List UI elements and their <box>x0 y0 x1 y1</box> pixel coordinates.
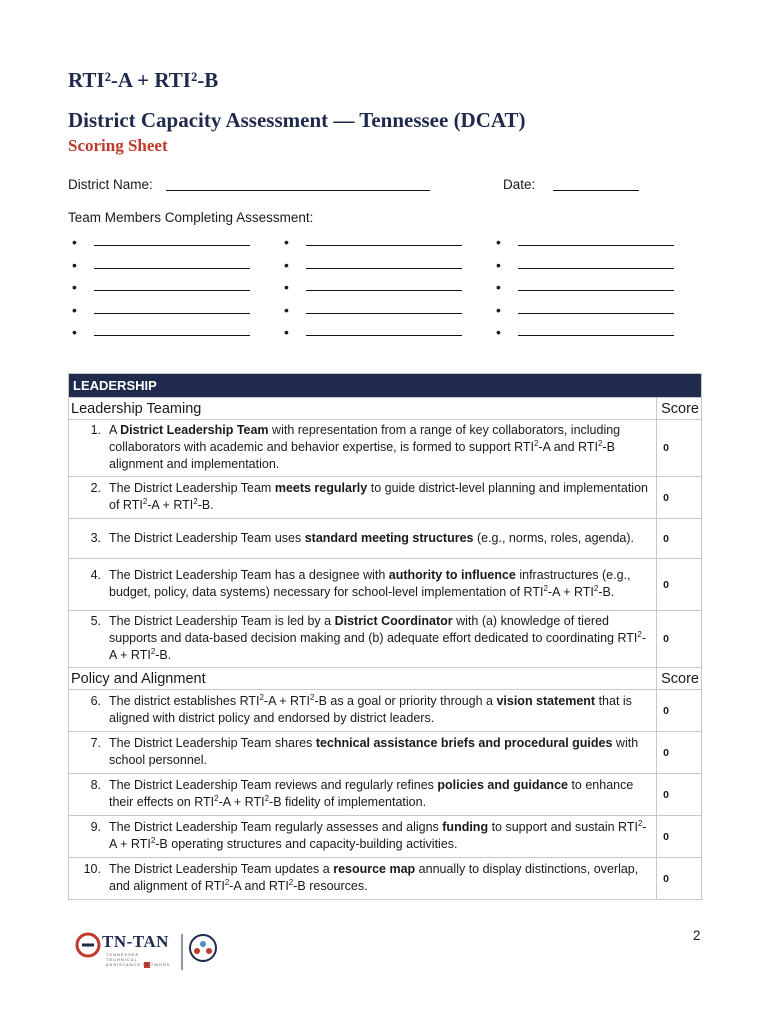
bullet-icon: • <box>72 301 77 318</box>
bullet-icon: • <box>496 324 501 340</box>
bullet-icon: • <box>496 301 501 318</box>
score-value[interactable]: 0 <box>657 559 702 611</box>
bullet-icon: • <box>496 234 501 250</box>
table-row <box>69 477 702 519</box>
table-row <box>69 816 702 858</box>
table-row <box>69 690 702 732</box>
item-number: 9. <box>90 820 101 834</box>
member-field[interactable] <box>306 313 462 314</box>
bullet-icon: • <box>496 279 501 295</box>
leadership-band: LEADERSHIP <box>69 374 702 398</box>
member-field[interactable] <box>518 313 674 314</box>
member-field[interactable] <box>518 268 674 269</box>
program-title: RTI²-A + RTI²-B <box>68 68 219 92</box>
item-number: 5. <box>90 614 101 628</box>
score-value[interactable]: 0 <box>657 420 702 477</box>
bullet-icon: • <box>284 301 289 318</box>
score-value[interactable]: 0 <box>657 858 702 900</box>
bullet-icon: • <box>72 234 77 250</box>
bullet-icon: • <box>284 256 289 273</box>
item-text: The District Leadership Team shares technical assistance briefs and procedural guides with school personnel. <box>109 736 639 767</box>
table-row <box>69 858 702 900</box>
item-text: The District Leadership Team reviews and regularly refines policies and guidance to enhance their effects on $RTI^2-A + RTI^2-B$ fidelity of implementation. <box>109 778 634 809</box>
score-value[interactable]: 0 <box>657 732 702 774</box>
member-field[interactable] <box>306 290 462 291</box>
table-row <box>69 611 702 668</box>
bullet-icon: • <box>284 324 289 340</box>
item-text: The District Leadership Team updates a resource map annually to display distinctions, overlap, and alignment of RTI$^2$-A and RTI$^2$-B resources. <box>109 862 639 893</box>
page-subtitle: Scoring Sheet <box>68 136 168 155</box>
page-number: 2 <box>693 928 701 943</box>
score-value[interactable]: 0 <box>657 816 702 858</box>
item-text: A District Leadership Team with representation from a range of key collaborators, including collaborators with academic and behavior expertise, is formed to support RTI$^2$-A and RTI$^2$-B alignment and implementation. <box>109 423 621 471</box>
leadership-table <box>68 373 702 900</box>
item-text: The District Leadership Team is led by a District Coordinator with (a) knowledge of tiered supports and data-based decision making and (b) adequate effort dedicated to coordinating $RTI^2-A + RTI^2-B$. <box>109 614 646 662</box>
member-field[interactable] <box>518 245 674 246</box>
member-field[interactable] <box>518 335 674 336</box>
item-text: The District Leadership Team uses standard meeting structures (e.g., norms, roles, agenda). <box>109 530 634 545</box>
page-title: District Capacity Assessment — Tennessee (DCAT) <box>68 108 526 132</box>
score-value[interactable]: 0 <box>657 774 702 816</box>
table-row <box>69 420 702 477</box>
tn-tan-logo <box>72 928 222 974</box>
score-value[interactable]: 0 <box>657 519 702 559</box>
team-members-label: Team Members Completing Assessment: <box>68 210 314 225</box>
bullet-icon: • <box>496 256 501 273</box>
item-text: The district establishes $RTI^2-A + RTI^2-B$ as a goal or priority through a vision statement that is aligned with district policy and endorsed by district leaders. <box>109 692 632 725</box>
item-number: 8. <box>90 778 101 792</box>
item-number: 1. <box>90 423 101 437</box>
score-value[interactable]: 0 <box>657 477 702 519</box>
logo-subtitle: TENNESSEE TECHNICAL ASSISTANCE NETWORK <box>106 952 171 967</box>
district-name-field[interactable] <box>166 190 430 191</box>
item-number: 2. <box>90 481 101 495</box>
member-field[interactable] <box>94 290 250 291</box>
score-value[interactable]: 0 <box>657 690 702 732</box>
bullet-icon: • <box>72 256 77 273</box>
table-row <box>69 519 702 559</box>
section-policy-alignment: Policy and Alignment <box>69 668 657 690</box>
score-header: Score <box>657 398 702 420</box>
table-row <box>69 559 702 611</box>
member-field[interactable] <box>94 313 250 314</box>
member-field[interactable] <box>94 268 250 269</box>
date-label: Date: <box>503 177 536 192</box>
district-name-label: District Name: <box>68 177 153 192</box>
item-text: The District Leadership Team meets regularly to guide district-level planning and implementation of $RTI^2-A + RTI^2-B$. <box>109 481 648 512</box>
member-field[interactable] <box>94 245 250 246</box>
member-field[interactable] <box>94 335 250 336</box>
item-number: 7. <box>90 736 101 750</box>
item-number: 6. <box>90 694 101 708</box>
bullet-icon: • <box>284 279 289 295</box>
score-value[interactable]: 0 <box>657 611 702 668</box>
score-header: Score <box>657 668 702 690</box>
item-number: 10. <box>83 862 101 876</box>
date-field[interactable] <box>553 190 639 191</box>
bullet-icon: • <box>72 279 77 295</box>
member-field[interactable] <box>518 290 674 291</box>
member-field[interactable] <box>306 245 462 246</box>
item-text: The District Leadership Team regularly assesses and aligns funding to support and sustain $RTI^2-A + RTI^2-B$ operating structures and capacity-building activities. <box>109 818 647 851</box>
item-number: 4. <box>90 568 101 582</box>
item-text: The District Leadership Team has a designee with authority to influence infrastructures (e.g., budget, policy, data systems) necessary for school-level implementation of $RTI^2-A + RTI^2-B$. <box>109 568 631 599</box>
bullet-icon: • <box>284 234 289 250</box>
member-field[interactable] <box>306 268 462 269</box>
logo-title: TN-TAN <box>102 932 169 951</box>
section-leadership-teaming: Leadership Teaming <box>69 398 657 420</box>
item-number: 3. <box>90 530 101 545</box>
member-field[interactable] <box>306 335 462 336</box>
bullet-icon: • <box>72 324 77 340</box>
table-row <box>69 732 702 774</box>
table-row <box>69 774 702 816</box>
